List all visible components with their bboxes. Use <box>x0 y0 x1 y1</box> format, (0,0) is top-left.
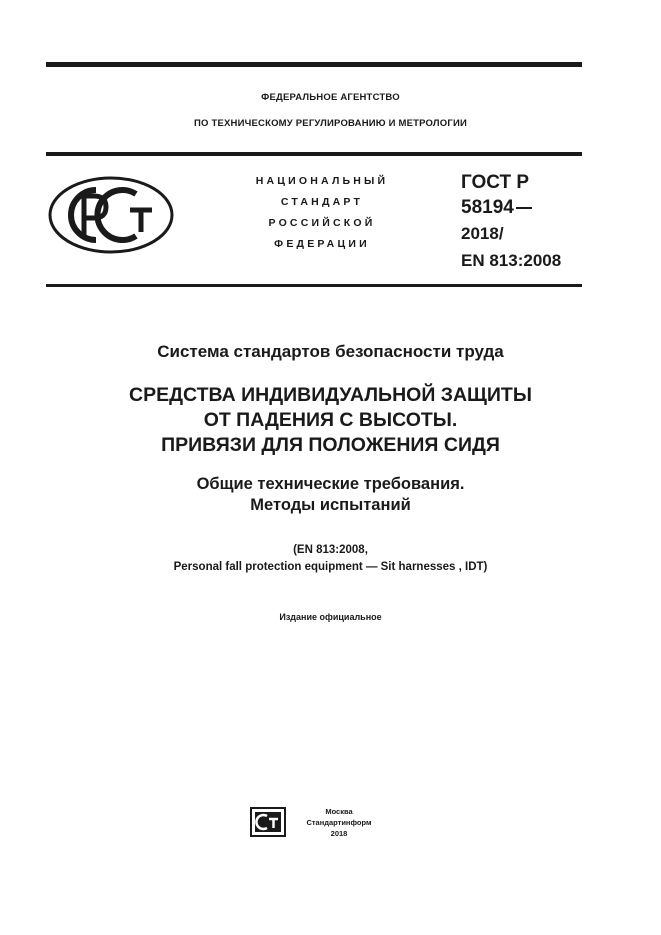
number-dash <box>516 207 532 209</box>
natstd-line: СТАНДАРТ <box>280 196 364 208</box>
main-title <box>0 383 661 458</box>
en-reference-line: (EN 813:2008, <box>293 544 368 556</box>
natstd-line: НАЦИОНАЛЬНЫЙ <box>255 175 389 187</box>
top-rule <box>46 62 582 67</box>
gost-year: 2018/ <box>461 224 504 243</box>
standartinform-logo-icon <box>250 807 286 837</box>
agency-line-1: ФЕДЕРАЛЬНОЕ АГЕНТСТВО <box>261 92 400 103</box>
publisher-city: Москва <box>325 807 353 816</box>
subtitle-line: Методы испытаний <box>250 496 411 514</box>
en-reference-line: Personal fall protection equipment — Sit harnesses , IDT) <box>173 561 488 573</box>
agency-line-2: ПО ТЕХНИЧЕСКОМУ РЕГУЛИРОВАНИЮ И МЕТРОЛОГИИ <box>194 118 467 129</box>
publisher-year: 2018 <box>330 829 348 838</box>
rst-certification-mark-icon <box>48 176 174 254</box>
natstd-line: ФЕДЕРАЦИИ <box>274 238 370 250</box>
en-designation: EN 813:2008 <box>461 251 562 270</box>
subtitle <box>0 474 661 516</box>
official-edition-label: Издание официальное <box>279 612 382 622</box>
main-title-line: СРЕДСТВА ИНДИВИДУАЛЬНОЙ ЗАЩИТЫ <box>129 384 532 406</box>
publisher-name: Стандартинформ <box>306 818 372 827</box>
standards-series: Система стандартов безопасности труда <box>157 342 504 361</box>
main-title-line: ПРИВЯЗИ ДЛЯ ПОЛОЖЕНИЯ СИДЯ <box>161 434 500 456</box>
en-reference <box>0 542 661 576</box>
natstd-line: РОССИЙСКОЙ <box>268 217 376 229</box>
national-standard-label <box>222 171 422 255</box>
standard-designation <box>461 170 561 274</box>
header-rule <box>46 152 582 156</box>
publisher-block <box>294 806 384 839</box>
main-title-line: ОТ ПАДЕНИЯ С ВЫСОТЫ. <box>203 409 458 431</box>
subtitle-line: Общие технические требования. <box>196 475 465 493</box>
gost-number: 58194 <box>461 197 514 218</box>
gost-prefix: ГОСТ Р <box>461 172 530 193</box>
block-rule <box>46 284 582 287</box>
